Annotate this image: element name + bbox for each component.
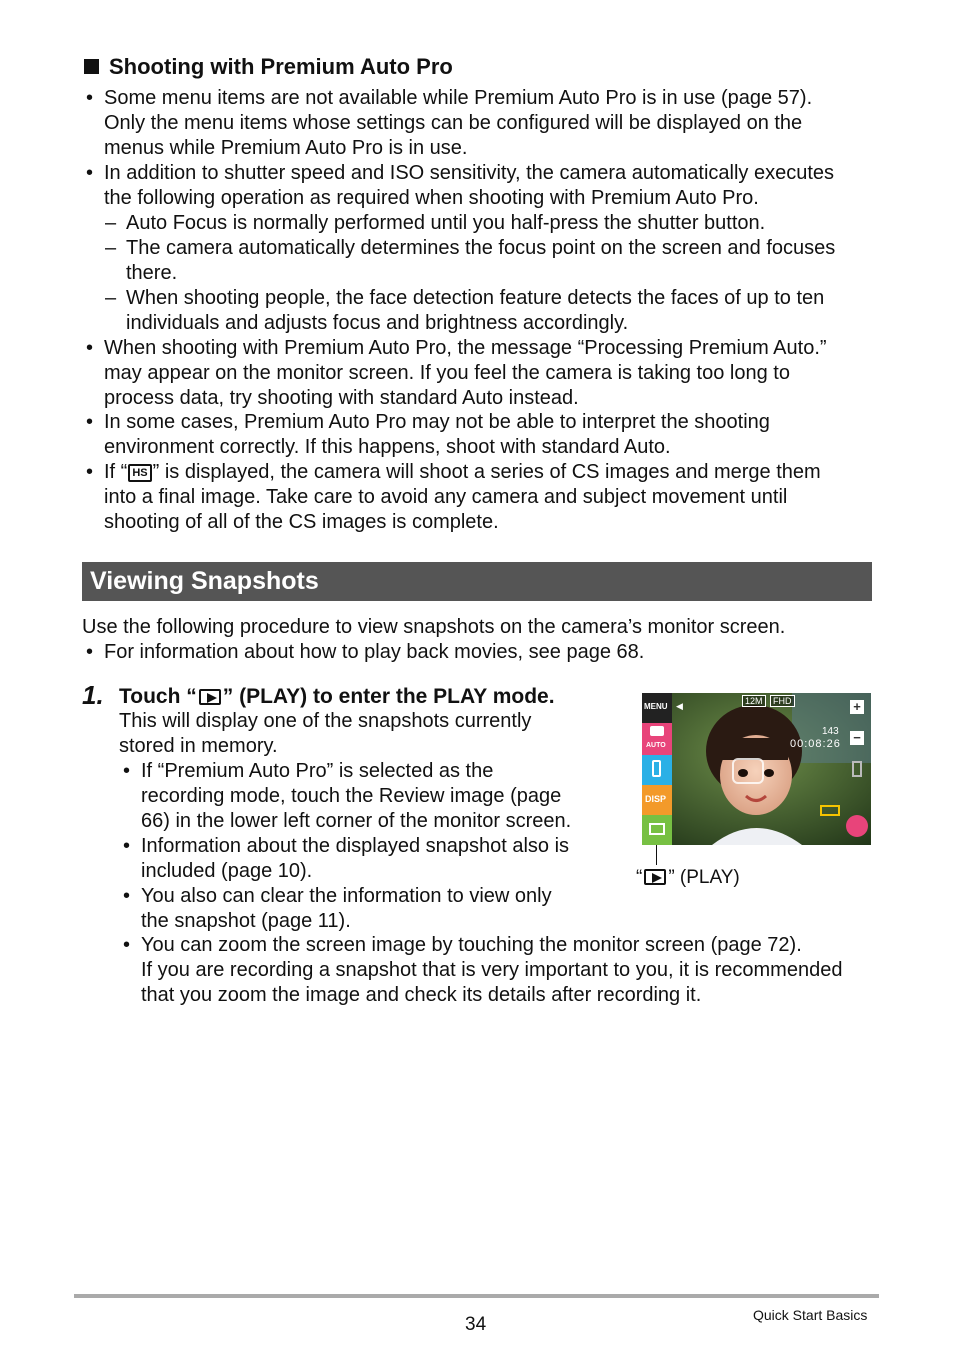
page-number: 34 bbox=[465, 1314, 487, 1335]
hs-icon: HS bbox=[128, 464, 151, 482]
list-item bbox=[104, 410, 770, 460]
text-line: In some cases, Premium Auto Pro may not be able to interpret the shooting bbox=[104, 411, 770, 433]
list-item bbox=[104, 460, 821, 535]
bullet-dot-icon: • bbox=[123, 885, 131, 907]
bullet-dot-icon: • bbox=[123, 760, 131, 782]
list-item bbox=[141, 884, 552, 934]
list-item bbox=[104, 161, 834, 211]
disp-button[interactable] bbox=[642, 785, 672, 815]
image-size-badge: 12M bbox=[742, 695, 766, 707]
leader-line bbox=[656, 845, 657, 865]
zoom-out-icon[interactable]: − bbox=[850, 731, 864, 745]
auto-label: AUTO bbox=[646, 742, 666, 749]
text-line: In addition to shutter speed and ISO sensitivity, the camera automatically executes bbox=[104, 162, 835, 184]
text-line: recording mode, touch the Review image (page bbox=[141, 785, 562, 807]
text-line bbox=[104, 460, 821, 485]
shot-count: 143 bbox=[822, 726, 839, 737]
focus-frame-icon bbox=[732, 758, 764, 784]
bullet-dot-icon: • bbox=[86, 461, 94, 483]
section-heading bbox=[84, 52, 453, 82]
text-line: Only the menu items whose settings can be configured will be displayed on the bbox=[104, 112, 803, 134]
text-line: the following operation as required when shooting with Premium Auto Pro. bbox=[104, 187, 759, 209]
list-item bbox=[141, 933, 842, 1008]
slider-icon[interactable] bbox=[852, 761, 862, 777]
figure-caption bbox=[636, 865, 740, 890]
text-line: process data, try shooting with standard Auto instead. bbox=[104, 387, 579, 409]
menu-button[interactable] bbox=[642, 693, 672, 723]
review-button[interactable] bbox=[642, 755, 672, 785]
text-line: If you are recording a snapshot that is very important to you, it is recommended bbox=[141, 959, 843, 981]
text-line: there. bbox=[126, 262, 178, 284]
text-line: You also can clear the information to view only bbox=[141, 885, 552, 907]
bullet-dot-icon: • bbox=[86, 411, 94, 433]
dash-icon: – bbox=[105, 237, 117, 259]
text-line: 66) in the lower left corner of the monitor screen. bbox=[141, 810, 572, 832]
movie-quality-badge: FHD bbox=[770, 695, 795, 707]
camera-icon bbox=[650, 726, 664, 736]
zoom-in-icon[interactable]: + bbox=[850, 700, 864, 714]
disp-label: DISP bbox=[645, 794, 667, 804]
play-icon bbox=[644, 869, 666, 885]
recording-mode-button[interactable] bbox=[642, 723, 672, 755]
list-item bbox=[126, 236, 835, 286]
chapter-label: Quick Start Basics bbox=[753, 1307, 868, 1323]
text-line: When shooting with Premium Auto Pro, the message “Processing Premium Auto.” bbox=[104, 337, 827, 359]
intro-text: Use the following procedure to view snapshots on the camera’s monitor screen. bbox=[82, 616, 786, 638]
dash-icon: – bbox=[105, 212, 117, 234]
text-line: individuals and adjusts focus and brightness accordingly. bbox=[126, 312, 629, 334]
bullet-dot-icon: • bbox=[123, 934, 131, 956]
section-title: Viewing Snapshots bbox=[90, 567, 319, 595]
step-description bbox=[119, 709, 531, 759]
intro-bullet: For information about how to play back movies, see page 68. bbox=[104, 641, 645, 663]
play-icon bbox=[649, 823, 665, 835]
phone-icon bbox=[652, 760, 661, 777]
list-item bbox=[126, 211, 765, 236]
menu-label: MENU bbox=[644, 702, 668, 711]
remaining-time: 00:08:26 bbox=[790, 738, 841, 750]
text-line: that you zoom the image and check its details after recording it. bbox=[141, 984, 702, 1006]
text-fragment: “ bbox=[636, 867, 643, 888]
text-line: included (page 10). bbox=[141, 860, 313, 882]
list-item bbox=[104, 336, 827, 411]
section-title: Shooting with Premium Auto Pro bbox=[109, 54, 453, 79]
text-line: This will display one of the snapshots currently bbox=[119, 710, 532, 732]
text-line: shooting of all of the CS images is complete. bbox=[104, 511, 499, 533]
list-item bbox=[141, 834, 569, 884]
text-line: may appear on the monitor screen. If you feel the camera is taking too long to bbox=[104, 362, 790, 384]
step-heading bbox=[119, 684, 555, 709]
bullet-dot-icon: • bbox=[86, 162, 94, 184]
text-line: If “Premium Auto Pro” is selected as the bbox=[141, 760, 494, 782]
text-line: into a final image. Take care to avoid any camera and subject movement until bbox=[104, 486, 788, 508]
text-line: the snapshot (page 11). bbox=[141, 910, 351, 932]
footer-divider bbox=[74, 1294, 879, 1298]
battery-icon bbox=[820, 805, 840, 816]
text-fragment: Touch “ bbox=[119, 685, 197, 708]
bullet-dot-icon: • bbox=[86, 337, 94, 359]
text-line: When shooting people, the face detection feature detects the faces of up to ten bbox=[126, 287, 825, 309]
section-band bbox=[82, 562, 872, 601]
text-fragment: If “ bbox=[104, 461, 128, 483]
text-line: stored in memory. bbox=[119, 735, 278, 757]
dash-icon: – bbox=[105, 287, 117, 309]
list-item bbox=[141, 759, 571, 834]
text-line: Information about the displayed snapshot also is bbox=[141, 835, 570, 857]
bullet-dot-icon: • bbox=[86, 87, 94, 109]
text-fragment: ” (PLAY) to enter the PLAY mode. bbox=[222, 685, 555, 708]
square-bullet-icon bbox=[84, 59, 99, 74]
step-number: 1. bbox=[82, 680, 104, 710]
bullet-dot-icon: • bbox=[86, 641, 94, 663]
text-line: The camera automatically determines the focus point on the screen and focuses bbox=[126, 237, 836, 259]
play-icon bbox=[199, 689, 221, 705]
arrow-left-icon: ◀ bbox=[676, 701, 683, 711]
shutter-icon[interactable] bbox=[846, 815, 868, 837]
text-line: Auto Focus is normally performed until you half-press the shutter button. bbox=[126, 212, 766, 234]
bullet-dot-icon: • bbox=[123, 835, 131, 857]
text-line: menus while Premium Auto Pro is in use. bbox=[104, 137, 468, 159]
text-line: Some menu items are not available while Premium Auto Pro is in use (page 57). bbox=[104, 87, 813, 109]
text-fragment: ” is displayed, the camera will shoot a series of CS images and merge them bbox=[152, 461, 821, 483]
play-button[interactable] bbox=[642, 815, 672, 845]
camera-screen-figure bbox=[642, 693, 871, 845]
text-line: environment correctly. If this happens, shoot with standard Auto. bbox=[104, 436, 671, 458]
list-item bbox=[126, 286, 824, 336]
list-item bbox=[104, 86, 812, 161]
text-line: You can zoom the screen image by touching the monitor screen (page 72). bbox=[141, 934, 802, 956]
text-fragment: ” (PLAY) bbox=[668, 867, 740, 888]
